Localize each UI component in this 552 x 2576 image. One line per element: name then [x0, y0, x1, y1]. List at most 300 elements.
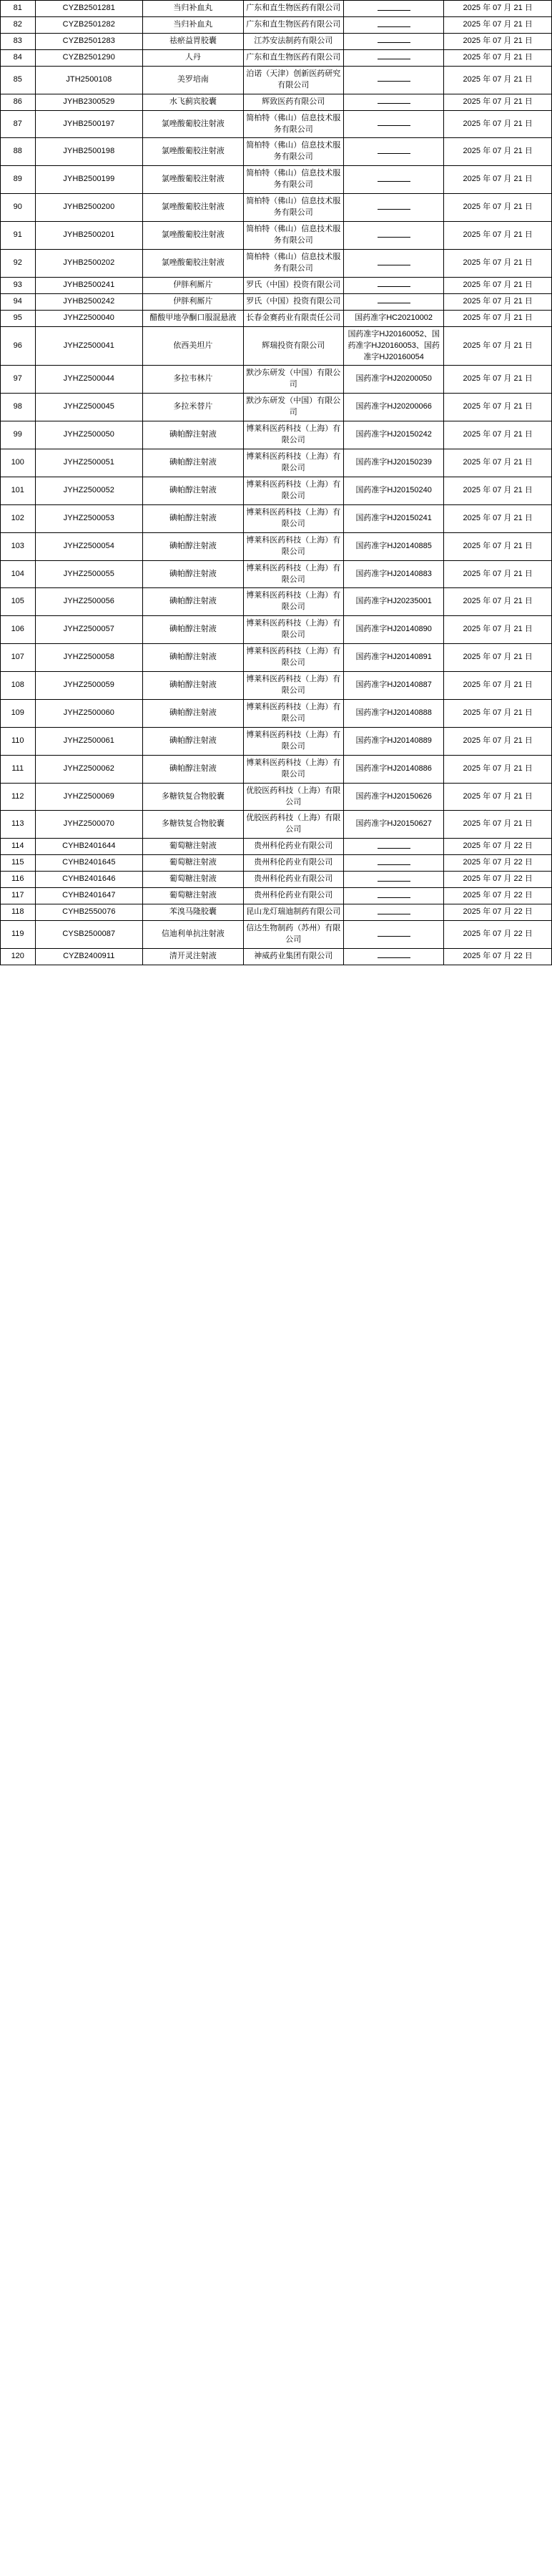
- row-acceptance-code: CYZB2501281: [35, 1, 143, 17]
- table-row: [1, 421, 552, 449]
- row-acceptance-code: JYHZ2500055: [35, 560, 143, 588]
- row-approval-date: 2025 年 07 月 21 日: [444, 66, 552, 94]
- row-index: 89: [1, 166, 36, 194]
- row-index: 103: [1, 532, 36, 560]
- row-approval-number: 国药准字HJ20140890: [343, 616, 443, 644]
- dash-marker-icon: [378, 848, 410, 849]
- row-approval-number: 国药准字HJ20140887: [343, 672, 443, 700]
- row-drug-name: 氯唑酸葡胶注射液: [143, 110, 243, 138]
- row-company-name: 简柏特（佛山）信息技术服务有限公司: [243, 138, 343, 166]
- row-approval-number: [343, 249, 443, 277]
- table-row: [1, 855, 552, 872]
- row-approval-date: 2025 年 07 月 21 日: [444, 33, 552, 49]
- row-approval-number: 国药准字HJ20150626: [343, 783, 443, 811]
- row-approval-date: 2025 年 07 月 22 日: [444, 855, 552, 872]
- row-drug-name: 氯唑酸葡胶注射液: [143, 138, 243, 166]
- row-company-name: 昆山龙灯瑞迪制药有限公司: [243, 904, 343, 921]
- row-approval-date: 2025 年 07 月 21 日: [444, 49, 552, 66]
- row-drug-name: 碘帕醇注射液: [143, 644, 243, 672]
- row-approval-date: 2025 年 07 月 21 日: [444, 326, 552, 366]
- row-company-name: 神威药业集团有限公司: [243, 948, 343, 965]
- row-approval-date: 2025 年 07 月 21 日: [444, 366, 552, 394]
- row-approval-date: 2025 年 07 月 21 日: [444, 94, 552, 110]
- row-approval-date: 2025 年 07 月 21 日: [444, 293, 552, 310]
- table-row: [1, 326, 552, 366]
- table-row: [1, 166, 552, 194]
- row-approval-date: 2025 年 07 月 21 日: [444, 166, 552, 194]
- row-index: 110: [1, 727, 36, 755]
- row-approval-date: 2025 年 07 月 22 日: [444, 904, 552, 921]
- row-index: 118: [1, 904, 36, 921]
- row-company-name: 广东和直生物医药有限公司: [243, 1, 343, 17]
- table-row: [1, 1, 552, 17]
- row-acceptance-code: CYSB2500087: [35, 921, 143, 949]
- row-index: 83: [1, 33, 36, 49]
- row-acceptance-code: JYHZ2500053: [35, 504, 143, 532]
- table-row: [1, 138, 552, 166]
- row-approval-number: [343, 277, 443, 293]
- table-row: [1, 699, 552, 727]
- row-acceptance-code: JYHZ2500054: [35, 532, 143, 560]
- row-acceptance-code: JYHZ2500059: [35, 672, 143, 700]
- row-acceptance-code: CYHB2401645: [35, 855, 143, 872]
- row-index: 81: [1, 1, 36, 17]
- row-company-name: 博莱科医药科技（上海）有限公司: [243, 421, 343, 449]
- row-drug-name: 人丹: [143, 49, 243, 66]
- dash-marker-icon: [378, 286, 410, 287]
- row-approval-date: 2025 年 07 月 22 日: [444, 888, 552, 904]
- row-approval-number: 国药准字HJ20150240: [343, 477, 443, 504]
- row-index: 107: [1, 644, 36, 672]
- row-approval-number: 国药准字HJ20140886: [343, 755, 443, 783]
- row-approval-date: 2025 年 07 月 22 日: [444, 948, 552, 965]
- row-drug-name: 伊胖利厮片: [143, 293, 243, 310]
- row-approval-number: [343, 948, 443, 965]
- row-approval-number: 国药准字HJ20150239: [343, 449, 443, 477]
- row-company-name: 博莱科医药科技（上海）有限公司: [243, 504, 343, 532]
- row-acceptance-code: JYHB2500201: [35, 222, 143, 250]
- row-drug-name: 多拉米替片: [143, 394, 243, 421]
- row-approval-number: [343, 194, 443, 222]
- row-approval-number: [343, 33, 443, 49]
- row-company-name: 简柏特（佛山）信息技术服务有限公司: [243, 222, 343, 250]
- row-approval-number: 国药准字HJ20150241: [343, 504, 443, 532]
- row-drug-name: 碘帕醇注射液: [143, 421, 243, 449]
- row-drug-name: 祛瘀益胃胶囊: [143, 33, 243, 49]
- row-index: 87: [1, 110, 36, 138]
- row-approval-date: 2025 年 07 月 21 日: [444, 449, 552, 477]
- row-acceptance-code: JYHZ2500044: [35, 366, 143, 394]
- drug-registration-table: [0, 0, 552, 965]
- row-index: 82: [1, 16, 36, 33]
- row-drug-name: 碘帕醇注射液: [143, 449, 243, 477]
- row-company-name: 优胶医药科技（上海）有限公司: [243, 811, 343, 839]
- table-row: [1, 449, 552, 477]
- row-index: 100: [1, 449, 36, 477]
- row-company-name: 博莱科医药科技（上海）有限公司: [243, 672, 343, 700]
- table-row: [1, 872, 552, 888]
- table-row: [1, 644, 552, 672]
- row-company-name: 江苏安法制药有限公司: [243, 33, 343, 49]
- table-row: [1, 888, 552, 904]
- table-row: [1, 110, 552, 138]
- row-approval-number: [343, 888, 443, 904]
- row-index: 91: [1, 222, 36, 250]
- row-acceptance-code: JYHZ2500050: [35, 421, 143, 449]
- row-approval-number: 国药准字HJ20140885: [343, 532, 443, 560]
- table-row: [1, 672, 552, 700]
- row-approval-number: [343, 222, 443, 250]
- row-company-name: 博莱科医药科技（上海）有限公司: [243, 588, 343, 616]
- row-drug-name: 氯唑酸葡胶注射液: [143, 194, 243, 222]
- row-approval-date: 2025 年 07 月 21 日: [444, 811, 552, 839]
- row-drug-name: 葡萄糖注射液: [143, 839, 243, 855]
- row-approval-date: 2025 年 07 月 21 日: [444, 504, 552, 532]
- dash-marker-icon: [378, 153, 410, 154]
- row-acceptance-code: JYHZ2500045: [35, 394, 143, 421]
- row-company-name: 博莱科医药科技（上海）有限公司: [243, 449, 343, 477]
- row-approval-number: [343, 138, 443, 166]
- row-drug-name: 当归补血丸: [143, 1, 243, 17]
- row-drug-name: 碘帕醇注射液: [143, 504, 243, 532]
- row-index: 120: [1, 948, 36, 965]
- row-approval-date: 2025 年 07 月 21 日: [444, 394, 552, 421]
- row-drug-name: 碘帕醇注射液: [143, 560, 243, 588]
- row-index: 95: [1, 310, 36, 326]
- table-row: [1, 839, 552, 855]
- table-row: [1, 33, 552, 49]
- row-drug-name: 碘帕醇注射液: [143, 672, 243, 700]
- row-company-name: 博莱科医药科技（上海）有限公司: [243, 755, 343, 783]
- row-approval-number: [343, 855, 443, 872]
- table-row: [1, 66, 552, 94]
- table-row: [1, 811, 552, 839]
- row-acceptance-code: JYHB2500199: [35, 166, 143, 194]
- row-company-name: 罗氏（中国）投资有限公司: [243, 277, 343, 293]
- dash-marker-icon: [378, 936, 410, 937]
- row-drug-name: 氯唑酸葡胶注射液: [143, 222, 243, 250]
- row-company-name: 博莱科医药科技（上海）有限公司: [243, 532, 343, 560]
- row-drug-name: 多拉韦林片: [143, 366, 243, 394]
- row-company-name: 长春金赛药业有限责任公司: [243, 310, 343, 326]
- row-index: 93: [1, 277, 36, 293]
- row-acceptance-code: JYHZ2500058: [35, 644, 143, 672]
- row-index: 96: [1, 326, 36, 366]
- row-drug-name: 当归补血丸: [143, 16, 243, 33]
- document-page: [0, 0, 552, 965]
- row-company-name: 博莱科医药科技（上海）有限公司: [243, 644, 343, 672]
- row-drug-name: 氯唑酸葡胶注射液: [143, 249, 243, 277]
- row-index: 106: [1, 616, 36, 644]
- row-drug-name: 碘帕醇注射液: [143, 588, 243, 616]
- row-approval-number: [343, 904, 443, 921]
- row-approval-number: [343, 110, 443, 138]
- row-acceptance-code: CYZB2400911: [35, 948, 143, 965]
- row-approval-number: 国药准字HJ20150627: [343, 811, 443, 839]
- row-drug-name: 碘帕醇注射液: [143, 477, 243, 504]
- row-approval-date: 2025 年 07 月 21 日: [444, 783, 552, 811]
- row-company-name: 博莱科医药科技（上海）有限公司: [243, 727, 343, 755]
- row-company-name: 默沙东研发（中国）有限公司: [243, 366, 343, 394]
- row-drug-name: 葡萄糖注射液: [143, 872, 243, 888]
- row-company-name: 贵州科伦药业有限公司: [243, 839, 343, 855]
- row-company-name: 泊诺（天津）创新医药研究有限公司: [243, 66, 343, 94]
- row-approval-date: 2025 年 07 月 21 日: [444, 560, 552, 588]
- row-drug-name: 葡萄糖注射液: [143, 888, 243, 904]
- row-drug-name: 碘帕醇注射液: [143, 616, 243, 644]
- row-index: 92: [1, 249, 36, 277]
- row-acceptance-code: CYHB2401646: [35, 872, 143, 888]
- row-approval-number: 国药准字HJ20160052、国药准字HJ20160053、国药准字HJ20160054: [343, 326, 443, 366]
- table-row: [1, 783, 552, 811]
- row-approval-date: 2025 年 07 月 21 日: [444, 532, 552, 560]
- table-row: [1, 16, 552, 33]
- row-approval-date: 2025 年 07 月 21 日: [444, 138, 552, 166]
- row-company-name: 简柏特（佛山）信息技术服务有限公司: [243, 249, 343, 277]
- dash-marker-icon: [378, 42, 410, 43]
- dash-marker-icon: [378, 957, 410, 958]
- row-company-name: 博莱科医药科技（上海）有限公司: [243, 560, 343, 588]
- row-drug-name: 多糖铁复合物胶囊: [143, 811, 243, 839]
- row-acceptance-code: JYHZ2500062: [35, 755, 143, 783]
- row-index: 114: [1, 839, 36, 855]
- row-acceptance-code: CYZB2501282: [35, 16, 143, 33]
- row-approval-date: 2025 年 07 月 21 日: [444, 699, 552, 727]
- row-acceptance-code: JYHB2500242: [35, 293, 143, 310]
- row-approval-date: 2025 年 07 月 22 日: [444, 839, 552, 855]
- row-index: 104: [1, 560, 36, 588]
- row-acceptance-code: CYHB2550076: [35, 904, 143, 921]
- row-approval-number: 国药准字HJ20200066: [343, 394, 443, 421]
- row-acceptance-code: JYHB2300529: [35, 94, 143, 110]
- dash-marker-icon: [378, 864, 410, 865]
- row-acceptance-code: JYHZ2500041: [35, 326, 143, 366]
- row-drug-name: 碘帕醇注射液: [143, 727, 243, 755]
- row-index: 108: [1, 672, 36, 700]
- table-row: [1, 277, 552, 293]
- row-approval-date: 2025 年 07 月 21 日: [444, 727, 552, 755]
- table-row: [1, 293, 552, 310]
- row-company-name: 博莱科医药科技（上海）有限公司: [243, 699, 343, 727]
- dash-marker-icon: [378, 209, 410, 210]
- row-index: 99: [1, 421, 36, 449]
- row-index: 85: [1, 66, 36, 94]
- row-approval-date: 2025 年 07 月 21 日: [444, 1, 552, 17]
- dash-marker-icon: [378, 10, 410, 11]
- row-acceptance-code: JYHB2500198: [35, 138, 143, 166]
- row-approval-date: 2025 年 07 月 22 日: [444, 921, 552, 949]
- row-approval-number: 国药准字HJ20235001: [343, 588, 443, 616]
- table-row: [1, 921, 552, 949]
- row-index: 111: [1, 755, 36, 783]
- row-index: 113: [1, 811, 36, 839]
- row-acceptance-code: JYHZ2500057: [35, 616, 143, 644]
- table-row: [1, 394, 552, 421]
- row-approval-number: 国药准字HJ20140891: [343, 644, 443, 672]
- row-acceptance-code: CYHB2401644: [35, 839, 143, 855]
- table-row: [1, 560, 552, 588]
- row-acceptance-code: CYZB2501283: [35, 33, 143, 49]
- row-index: 119: [1, 921, 36, 949]
- row-acceptance-code: JYHZ2500061: [35, 727, 143, 755]
- row-approval-date: 2025 年 07 月 21 日: [444, 477, 552, 504]
- row-company-name: 博莱科医药科技（上海）有限公司: [243, 616, 343, 644]
- dash-marker-icon: [378, 81, 410, 82]
- row-index: 97: [1, 366, 36, 394]
- row-approval-number: [343, 872, 443, 888]
- row-approval-date: 2025 年 07 月 21 日: [444, 310, 552, 326]
- row-index: 94: [1, 293, 36, 310]
- row-index: 101: [1, 477, 36, 504]
- row-acceptance-code: JYHZ2500056: [35, 588, 143, 616]
- table-row: [1, 366, 552, 394]
- row-index: 102: [1, 504, 36, 532]
- row-approval-number: [343, 49, 443, 66]
- row-drug-name: 碘帕醇注射液: [143, 532, 243, 560]
- row-approval-number: 国药准字HJ20150242: [343, 421, 443, 449]
- dash-marker-icon: [378, 181, 410, 182]
- table-row: [1, 310, 552, 326]
- row-index: 117: [1, 888, 36, 904]
- row-index: 86: [1, 94, 36, 110]
- table-row: [1, 616, 552, 644]
- dash-marker-icon: [378, 881, 410, 882]
- dash-marker-icon: [378, 897, 410, 898]
- row-acceptance-code: JYHZ2500070: [35, 811, 143, 839]
- row-acceptance-code: JYHB2500241: [35, 277, 143, 293]
- row-index: 84: [1, 49, 36, 66]
- row-index: 98: [1, 394, 36, 421]
- row-drug-name: 水飞蓟宾胶囊: [143, 94, 243, 110]
- table-row: [1, 532, 552, 560]
- row-index: 112: [1, 783, 36, 811]
- row-approval-number: 国药准字HJ20140889: [343, 727, 443, 755]
- row-company-name: 贵州科伦药业有限公司: [243, 888, 343, 904]
- row-acceptance-code: JTH2500108: [35, 66, 143, 94]
- dash-marker-icon: [378, 26, 410, 27]
- row-index: 90: [1, 194, 36, 222]
- row-approval-date: 2025 年 07 月 21 日: [444, 110, 552, 138]
- row-acceptance-code: JYHB2500202: [35, 249, 143, 277]
- row-drug-name: 伊胖利厮片: [143, 277, 243, 293]
- row-approval-date: 2025 年 07 月 21 日: [444, 421, 552, 449]
- row-approval-number: 国药准字HJ20140883: [343, 560, 443, 588]
- row-acceptance-code: CYHB2401647: [35, 888, 143, 904]
- row-approval-date: 2025 年 07 月 21 日: [444, 588, 552, 616]
- table-row: [1, 755, 552, 783]
- row-acceptance-code: JYHZ2500052: [35, 477, 143, 504]
- row-drug-name: 美罗培南: [143, 66, 243, 94]
- row-approval-number: 国药准字HJ20140888: [343, 699, 443, 727]
- row-index: 109: [1, 699, 36, 727]
- table-row: [1, 222, 552, 250]
- row-approval-number: [343, 66, 443, 94]
- row-index: 115: [1, 855, 36, 872]
- row-approval-date: 2025 年 07 月 21 日: [444, 616, 552, 644]
- row-index: 88: [1, 138, 36, 166]
- row-drug-name: 醋酸甲地孕酮口服混悬液: [143, 310, 243, 326]
- row-company-name: 简柏特（佛山）信息技术服务有限公司: [243, 194, 343, 222]
- row-drug-name: 苯溴马隆胶囊: [143, 904, 243, 921]
- row-approval-date: 2025 年 07 月 21 日: [444, 644, 552, 672]
- row-approval-date: 2025 年 07 月 22 日: [444, 872, 552, 888]
- row-company-name: 博莱科医药科技（上海）有限公司: [243, 477, 343, 504]
- row-company-name: 信达生物制药（苏州）有限公司: [243, 921, 343, 949]
- row-approval-date: 2025 年 07 月 21 日: [444, 277, 552, 293]
- table-body: [1, 1, 552, 965]
- table-row: [1, 94, 552, 110]
- table-row: [1, 504, 552, 532]
- row-approval-number: [343, 94, 443, 110]
- row-approval-number: [343, 293, 443, 310]
- dash-marker-icon: [378, 103, 410, 104]
- row-index: 105: [1, 588, 36, 616]
- row-approval-date: 2025 年 07 月 21 日: [444, 222, 552, 250]
- row-company-name: 广东和直生物医药有限公司: [243, 49, 343, 66]
- row-approval-date: 2025 年 07 月 21 日: [444, 16, 552, 33]
- row-approval-date: 2025 年 07 月 21 日: [444, 249, 552, 277]
- row-approval-number: [343, 166, 443, 194]
- row-drug-name: 碘帕醇注射液: [143, 755, 243, 783]
- row-company-name: 简柏特（佛山）信息技术服务有限公司: [243, 110, 343, 138]
- row-drug-name: 葡萄糖注射液: [143, 855, 243, 872]
- row-company-name: 默沙东研发（中国）有限公司: [243, 394, 343, 421]
- table-row: [1, 904, 552, 921]
- table-row: [1, 249, 552, 277]
- row-drug-name: 碘帕醇注射液: [143, 699, 243, 727]
- row-company-name: 辉致医药有限公司: [243, 94, 343, 110]
- row-approval-number: 国药准字HJ20200050: [343, 366, 443, 394]
- table-row: [1, 194, 552, 222]
- table-row: [1, 727, 552, 755]
- row-acceptance-code: JYHZ2500069: [35, 783, 143, 811]
- row-approval-number: [343, 1, 443, 17]
- table-row: [1, 948, 552, 965]
- row-drug-name: 信迪利单抗注射液: [143, 921, 243, 949]
- table-row: [1, 49, 552, 66]
- row-acceptance-code: CYZB2501290: [35, 49, 143, 66]
- row-drug-name: 依西美坦片: [143, 326, 243, 366]
- dash-marker-icon: [378, 237, 410, 238]
- table-row: [1, 477, 552, 504]
- row-company-name: 贵州科伦药业有限公司: [243, 872, 343, 888]
- row-acceptance-code: JYHZ2500051: [35, 449, 143, 477]
- row-drug-name: 氯唑酸葡胶注射液: [143, 166, 243, 194]
- row-company-name: 优胶医药科技（上海）有限公司: [243, 783, 343, 811]
- row-acceptance-code: JYHB2500197: [35, 110, 143, 138]
- row-acceptance-code: JYHZ2500060: [35, 699, 143, 727]
- row-acceptance-code: JYHB2500200: [35, 194, 143, 222]
- row-drug-name: 多糖铁复合物胶囊: [143, 783, 243, 811]
- row-company-name: 辉瑞投资有限公司: [243, 326, 343, 366]
- row-approval-number: [343, 921, 443, 949]
- row-approval-number: [343, 16, 443, 33]
- row-approval-number: [343, 839, 443, 855]
- row-company-name: 贵州科伦药业有限公司: [243, 855, 343, 872]
- row-company-name: 广东和直生物医药有限公司: [243, 16, 343, 33]
- row-company-name: 简柏特（佛山）信息技术服务有限公司: [243, 166, 343, 194]
- row-approval-date: 2025 年 07 月 21 日: [444, 194, 552, 222]
- table-row: [1, 588, 552, 616]
- row-company-name: 罗氏（中国）投资有限公司: [243, 293, 343, 310]
- row-approval-date: 2025 年 07 月 21 日: [444, 755, 552, 783]
- row-acceptance-code: JYHZ2500040: [35, 310, 143, 326]
- row-drug-name: 清开灵注射液: [143, 948, 243, 965]
- row-approval-date: 2025 年 07 月 21 日: [444, 672, 552, 700]
- row-approval-number: 国药准字HC20210002: [343, 310, 443, 326]
- row-index: 116: [1, 872, 36, 888]
- dash-marker-icon: [378, 125, 410, 126]
